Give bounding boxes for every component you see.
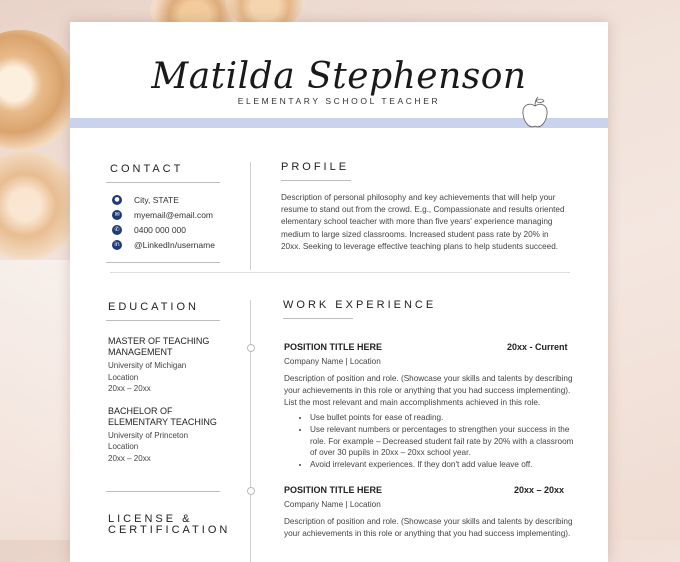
contact-linkedin (112, 240, 215, 250)
position-dates: 20xx – 20xx (514, 485, 565, 495)
timeline-dot (247, 487, 255, 495)
list-item: • Avoid irrelevant experiences. If they don't add value leave off. (310, 459, 580, 471)
education-school: University of Michigan (108, 361, 187, 370)
divider (283, 318, 353, 319)
divider (281, 180, 351, 181)
license-heading-line1: LICENSE & (108, 513, 193, 525)
contact-phone-text: 0400 000 000 (134, 225, 186, 235)
background-glass (0, 30, 80, 150)
experience-heading: WORK EXPERIENCE (283, 299, 437, 311)
contact-location-text: City, STATE (134, 195, 179, 205)
profile-text: Description of personal philosophy and key achievements that will help your resume to stand out from the crowd. E.g., Compassionate and results oriented elementary school teacher with more than five years' experience managing medium to large sized classrooms. Increased student pass rate by 20% in 20xx. Seeking to leverage effective teaching plans to help students succeed. (281, 193, 565, 251)
contact-phone (112, 225, 186, 235)
divider (106, 320, 220, 321)
list-item: • Use relevant numbers or percentages to strengthen your success in the role. For example – Decreased student fail rate by 20% with a classroom of over 30 pupils in 20xx – 20xx school year. (310, 424, 580, 459)
timeline-dot (247, 344, 255, 352)
divider (106, 262, 220, 263)
education-degree: MASTER OF TEACHING MANAGEMENT (108, 336, 210, 357)
timeline-line (250, 300, 251, 562)
job-title: ELEMENTARY SCHOOL TEACHER (237, 96, 441, 106)
position-title: POSITION TITLE HERE (284, 342, 383, 352)
education-heading: EDUCATION (108, 301, 199, 313)
list-item: • Use bullet points for ease of reading. (310, 412, 580, 424)
license-heading-line2: CERTIFICATION (108, 524, 231, 536)
email-icon: ✉ (112, 210, 122, 220)
background-glass (0, 150, 80, 260)
education-dates: 20xx – 20xx (108, 454, 151, 463)
position-description: Description of position and role. (Showcase your skills and talents by describing your achievements in this role or anything that you had success implementing). List the most relevant and main accomplishments achieved in this role. (284, 374, 573, 408)
achievement-list (294, 412, 580, 471)
education-location: Location (108, 442, 139, 451)
company-location: Company Name | Location (284, 357, 381, 366)
contact-location (112, 195, 179, 205)
education-location: Location (108, 373, 139, 382)
resume-page (70, 22, 608, 562)
column-divider (250, 162, 251, 270)
linkedin-icon: in (112, 240, 122, 250)
education-dates: 20xx – 20xx (108, 384, 151, 393)
education-degree: BACHELOR OF ELEMENTARY TEACHING (108, 406, 217, 427)
education-school: University of Princeton (108, 431, 189, 440)
location-icon: ● (112, 195, 122, 205)
company-location: Company Name | Location (284, 500, 381, 509)
contact-email-text: myemail@email.com (134, 210, 214, 220)
apple-icon (519, 96, 551, 132)
position-dates: 20xx - Current (507, 342, 568, 352)
contact-linkedin-text: @LinkedIn/username (134, 240, 215, 250)
contact-heading: CONTACT (110, 163, 184, 175)
position-description: Description of position and role. (Showcase your skills and talents by describing your achievements in this role or anything that you had success implementing). (284, 517, 573, 539)
phone-icon: ✆ (112, 225, 122, 235)
section-divider (110, 272, 570, 273)
position-title: POSITION TITLE HERE (284, 485, 383, 495)
divider (106, 182, 220, 183)
candidate-name: Matilda Stephenson (151, 56, 527, 97)
profile-heading: PROFILE (281, 161, 350, 173)
divider (106, 491, 220, 492)
contact-email (112, 210, 213, 220)
